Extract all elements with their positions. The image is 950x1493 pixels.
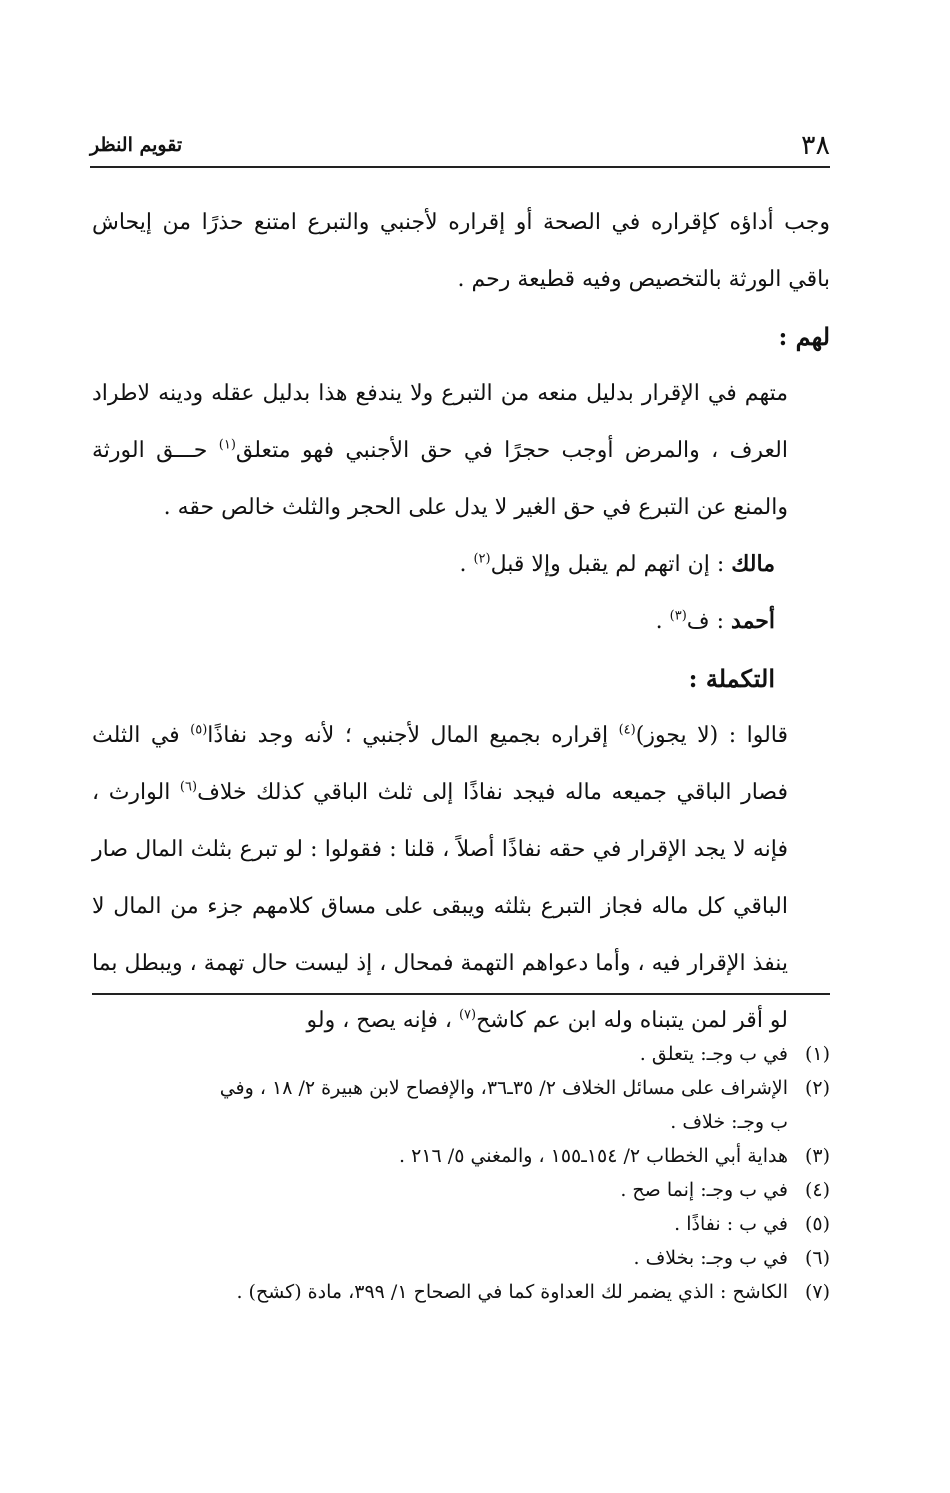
footnote-continuation: ب وجـ: خلاف . <box>670 1111 788 1133</box>
text-run: في الثلث فصار الباقي جميعه ماله فيجد نفاذًا إلى ثلث الباقي كذلك خلاف <box>92 723 789 805</box>
text-line: وجب أداؤه كإقراره في الصحة أو إقراره لأجنبي والتبرع امتنع حذرًا من <box>162 210 830 235</box>
footnote-ref: (٥) <box>190 722 208 738</box>
malik-opinion <box>92 536 830 593</box>
footnote-text: هداية أبي الخطاب ٢/ ١٥٤ـ١٥٥ ، والمغني ٥/ ٢١٦ . <box>399 1145 788 1167</box>
paragraph-1 <box>92 194 830 308</box>
footnote-ref: (٦) <box>179 779 198 795</box>
footnote <box>90 1207 830 1241</box>
footnote-number: (١) <box>804 1043 830 1065</box>
footnote-ref: (١) <box>218 437 236 453</box>
section-heading-lahum: لهم : <box>778 322 830 351</box>
footnote-number: (٢) <box>804 1077 830 1099</box>
text-line: لاطراد العرف ، والمرض أوجب حجرًا في حق الأجنبي فهو متعلق <box>92 381 788 463</box>
punctuation: . <box>459 552 474 577</box>
footnote <box>90 1037 830 1071</box>
text-line: الورثة والمنع عن التبرع في حق الغير لا يدل على الحجر والثلث خالص حقه . <box>92 438 788 520</box>
footnote <box>90 1139 830 1173</box>
paragraph-2 <box>92 365 830 536</box>
footnote-ref: (٤) <box>618 722 636 738</box>
footnote <box>90 1071 830 1105</box>
footnote-text: الكاشح : الذي يضمر لك العداوة كما في الصحاح ١/ ٣٩٩، مادة (كشح) . <box>236 1281 788 1303</box>
footnote-number: (٦) <box>804 1247 830 1269</box>
punctuation: . <box>655 609 670 634</box>
footnote-text: الإشراف على مسائل الخلاف ٢/ ٣٥ـ٣٦، والإفصاح لابن هبيرة ٢/ ١٨ ، وفي <box>219 1077 788 1099</box>
footnote <box>90 1275 830 1309</box>
page-number: ٣٨ <box>800 129 830 161</box>
text-run: الوارث ، فإنه لا يجد الإقرار في حقه نفاذًا أصلاً ، قلنا : فقولوا : لو تبرع بثلث المال صار الباقي كل ماله فجاز التبرع بثلثه ويبقى على مساق كلامهم جزء من المال لا ينفذ الإقرار فيه ، وأما دعواهم التهمة فمحال ، إذ ليست حال تهمة ، ويبطل بما لو أقر لمن يتبناه وله ابن عم كاشح <box>92 780 788 1033</box>
footnote-ref: (٢) <box>473 551 491 567</box>
text-line: متهم في الإقرار بدليل منعه من التبرع ولا يندفع هذا بدليل عقله ودينه <box>158 381 789 406</box>
main-text <box>92 194 830 1049</box>
malik-text: : إن اتهم لم يقبل وإلا قبل <box>490 552 732 577</box>
text-line: إيحاش باقي الورثة بالتخصيص وفيه قطيعة رحم . <box>92 210 830 292</box>
text-run: إقراره بجميع المال لأجنبي ؛ لأنه وجد نفاذًا <box>207 723 619 748</box>
footnote <box>90 1241 830 1275</box>
footnote-ref: (٣) <box>669 608 687 624</box>
running-header <box>90 128 830 162</box>
footnote-text: في ب وجـ: يتعلق . <box>639 1043 788 1065</box>
ahmad-text: : ف <box>686 609 732 634</box>
footnotes <box>90 1037 830 1309</box>
malik-label: مالك <box>731 551 775 577</box>
section-heading-takmila: التكملة : <box>688 664 775 693</box>
ahmad-opinion <box>92 593 830 650</box>
footnote-number: (٧) <box>804 1281 830 1303</box>
text-line: حـــق <box>156 438 219 463</box>
text-run: ، فإنه يصح ، ولو <box>306 1008 459 1033</box>
footnote-text: في ب وجـ: بخلاف . <box>633 1247 788 1269</box>
ahmad-label: أحمد <box>731 608 775 634</box>
footnote-rule <box>92 993 830 995</box>
paragraph-3 <box>92 707 830 1049</box>
footnote-number: (٥) <box>804 1213 830 1235</box>
text-run: قالوا : (لا يجوز) <box>635 723 788 748</box>
header-rule <box>90 166 830 168</box>
footnote-number: (٤) <box>804 1179 830 1201</box>
footnote-number: (٣) <box>804 1145 830 1167</box>
footnote-ref: (٧) <box>458 1007 477 1023</box>
footnote <box>90 1173 830 1207</box>
book-title: تقويم النظر <box>90 134 183 156</box>
footnote-text: في ب : نفاذًا . <box>674 1213 788 1235</box>
footnote-text: في ب وجـ: إنما صح . <box>620 1179 788 1201</box>
